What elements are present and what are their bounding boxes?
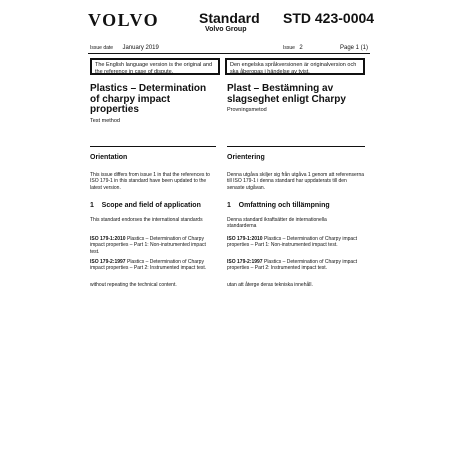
ref-text: Plastics – Determination of Charpy impact properties – Part 2: Instrumented impact test. <box>90 259 207 272</box>
reference-sv-2 <box>227 259 365 272</box>
ref-code: ISO 179-2:1997 <box>227 259 263 265</box>
scope-intro-en: This standard endorses the international standards <box>90 217 203 223</box>
volvo-logo: VOLVO <box>88 10 160 30</box>
scope-heading-en: 1 Scope and field of application <box>90 202 201 209</box>
issue-number: 2 <box>299 45 303 51</box>
ref-text: Plastics – Determination of Charpy impact properties – Part 1: Non-instrumented impact test. <box>227 236 358 249</box>
reference-sv-1 <box>227 236 365 249</box>
orientation-text-en: This issue differs from issue 1 in that the references to ISO 179-1 in this standard have been updated to the latest version. <box>90 172 210 191</box>
notice-box-sv: Den engelska språkversionen är originalversion och ska åberopas i händelse av tvist. <box>225 58 365 75</box>
issue-date-label: Issue date <box>90 45 114 51</box>
issue-label: Issue <box>283 45 295 51</box>
subtitle-en: Test method <box>90 117 120 124</box>
ref-code: ISO 179-1:2010 <box>227 236 263 242</box>
scope-intro-sv: Denna standard ikraftsätter de internationella standarderna <box>227 217 327 230</box>
issue-date: January 2019 <box>122 45 159 51</box>
page-indicator: Page 1 (1) <box>340 45 369 51</box>
reference-en-2 <box>90 259 215 272</box>
doc-type: Standard <box>199 10 260 26</box>
ref-text: Plastics – Determination of Charpy impact properties – Part 1: Non-instrumented impact test. <box>90 236 206 255</box>
issue-date-row <box>90 45 159 51</box>
notice-box-en: The English language version is the original and the reference in case of dispute. <box>90 58 220 75</box>
scope-outro-en: without repeating the technical content. <box>90 282 177 288</box>
page-indicator-row <box>340 45 368 51</box>
reference-en-1 <box>90 236 215 255</box>
divider-sv <box>227 146 365 147</box>
title-block-sv <box>227 84 367 113</box>
orientation-text-sv: Denna utgåva skiljer sig från utgåva 1 genom att referenserna till ISO 179-1 i denna standard har uppdaterats till den senaste utgåvan. <box>227 172 365 191</box>
ref-code: ISO 179-2:1997 <box>90 259 126 265</box>
orientation-heading-sv: Orientering <box>227 154 265 161</box>
orientation-heading-en: Orientation <box>90 154 128 161</box>
ref-text: Plastics – Determination of Charpy impact properties – Part 2: Instrumented impact test. <box>227 259 358 272</box>
doc-number: STD 423-0004 <box>283 10 375 26</box>
header-divider <box>88 53 370 54</box>
title-en: Plastics – Determination of charpy impact properties <box>90 83 207 115</box>
ref-code: ISO 179-1:2010 <box>90 236 126 242</box>
scope-outro-sv: utan att återge deras tekniska innehåll. <box>227 282 313 288</box>
title-sv: Plast – Bestämning av slagseghet enligt Charpy <box>227 83 346 105</box>
title-block-en <box>90 84 216 124</box>
issue-row <box>283 45 303 51</box>
scope-heading-sv: 1 Omfattning och tillämpning <box>227 202 330 209</box>
subtitle-sv: Provningsmetod <box>227 107 267 113</box>
divider-en <box>90 146 216 147</box>
org-name: Volvo Group <box>205 26 247 33</box>
